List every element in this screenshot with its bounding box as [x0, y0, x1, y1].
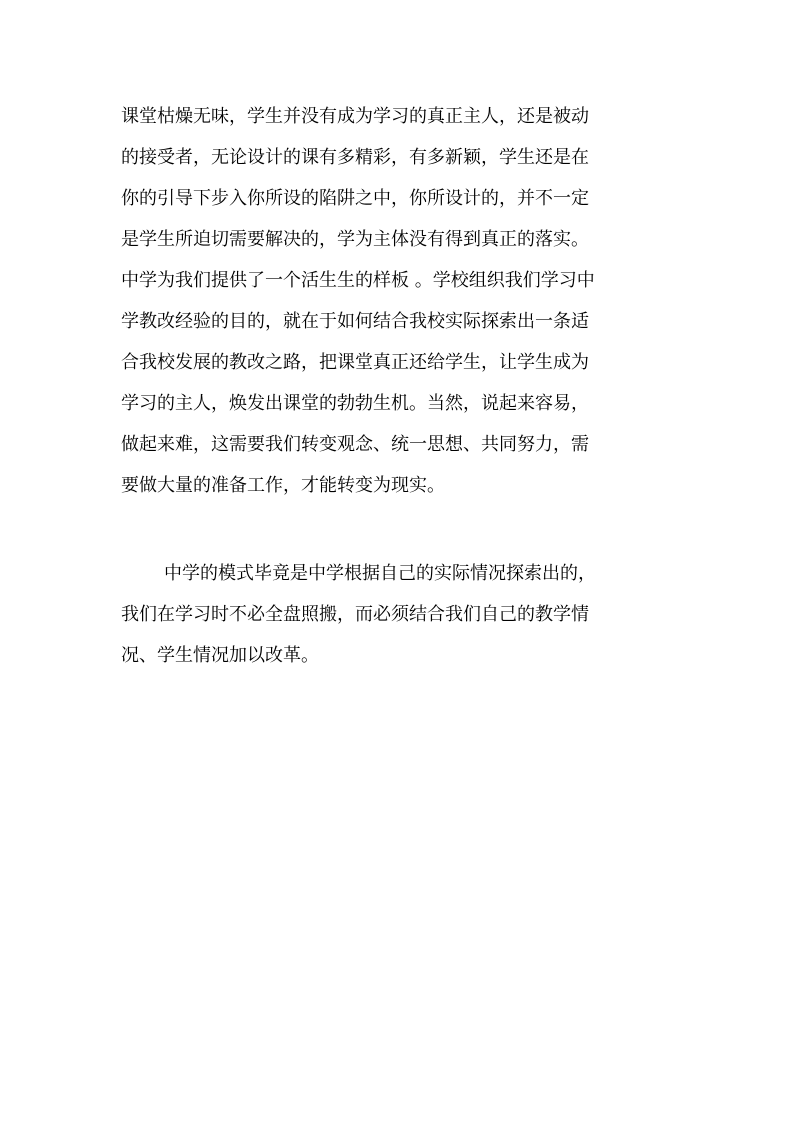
text-line: 中学的模式毕竟是中学根据自己的实际情况探索出的， [164, 563, 596, 584]
text-line: 学习的主人，焕发出课堂的勃勃生机。当然，说起来容易， [121, 393, 589, 414]
text-line: 是学生所迫切需要解决的，学为主体没有得到真正的落实。 [121, 229, 589, 250]
text-line: 做起来难，这需要我们转变观念、统一思想、共同努力，需 [121, 434, 589, 455]
text-line: 课堂枯燥无味，学生并没有成为学习的真正主人，还是被动 [121, 106, 589, 127]
text-line: 你的引导下步入你所设的陷阱之中，你所设计的，并不一定 [121, 188, 589, 209]
text-line: 要做大量的准备工作，才能转变为现实。 [121, 475, 445, 496]
text-line: 中学为我们提供了一个活生生的样板 。学校组织我们学习中 [121, 270, 595, 291]
text-line: 合我校发展的教改之路，把课堂真正还给学生，让学生成为 [121, 352, 589, 373]
text-line: 学教改经验的目的，就在于如何结合我校实际探索出一条适 [121, 311, 589, 332]
text-line: 况、学生情况加以改革。 [121, 645, 319, 666]
text-line: 我们在学习时不必全盘照搬，而必须结合我们自己的教学情 [121, 604, 589, 625]
text-line: 的接受者，无论设计的课有多精彩，有多新颖，学生还是在 [121, 147, 589, 168]
